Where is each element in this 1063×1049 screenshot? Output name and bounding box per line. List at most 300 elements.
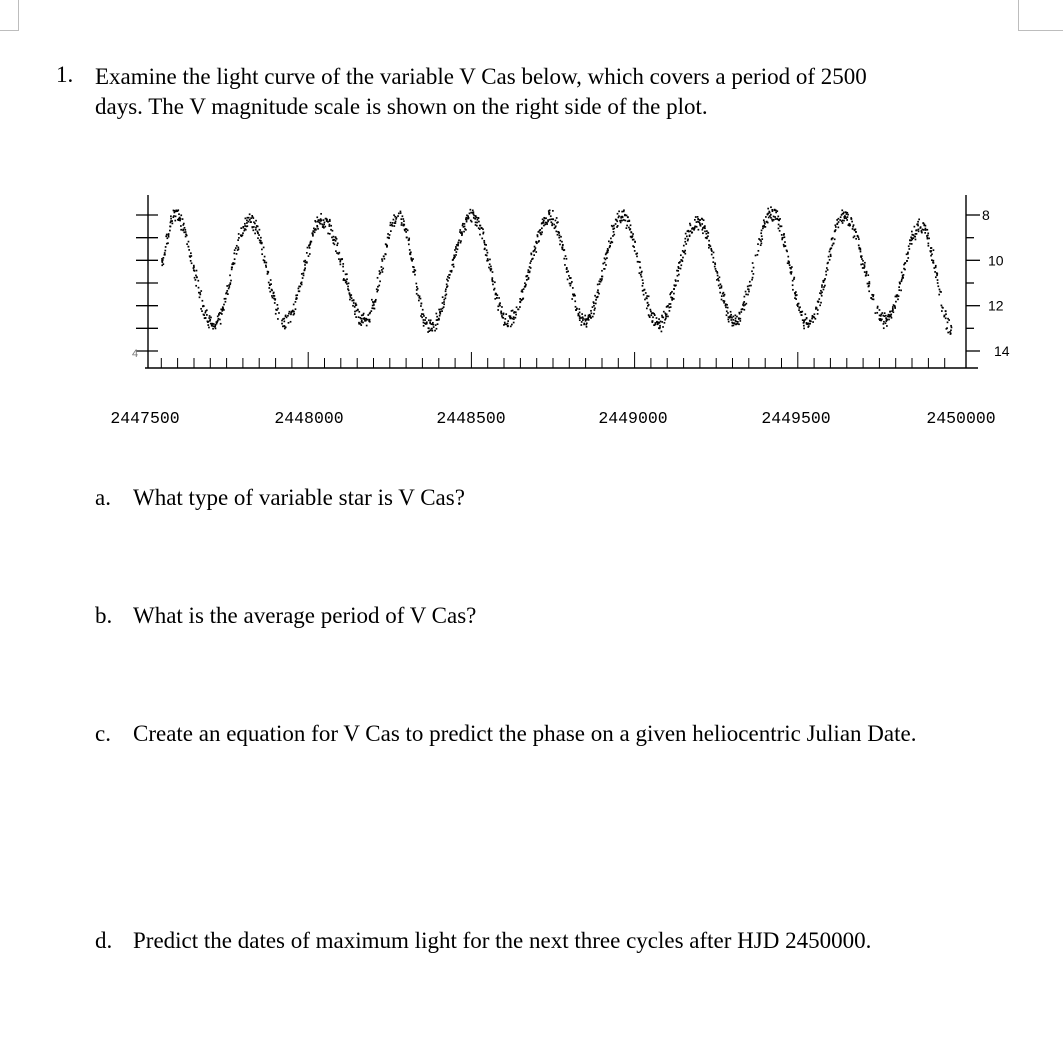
data-point xyxy=(641,271,643,273)
data-point xyxy=(235,247,237,249)
data-point xyxy=(823,286,825,288)
data-point xyxy=(918,229,920,231)
data-point xyxy=(513,322,515,324)
data-point xyxy=(465,218,467,220)
data-point xyxy=(487,260,489,262)
data-point xyxy=(590,317,592,319)
data-point xyxy=(249,213,251,215)
data-point xyxy=(242,234,244,236)
data-point xyxy=(592,306,594,308)
data-point xyxy=(363,313,365,315)
data-point xyxy=(770,217,772,219)
data-point xyxy=(342,263,344,265)
data-point xyxy=(844,217,846,219)
data-point xyxy=(195,285,197,287)
data-point xyxy=(308,255,310,257)
data-point xyxy=(662,326,664,328)
data-point xyxy=(821,291,823,293)
data-point xyxy=(271,295,273,297)
data-point xyxy=(568,275,570,277)
data-point xyxy=(673,288,675,290)
data-point xyxy=(725,306,727,308)
data-point xyxy=(356,304,358,306)
data-point xyxy=(617,225,619,227)
data-point xyxy=(190,260,192,262)
data-point xyxy=(604,262,606,264)
data-point xyxy=(621,220,623,222)
data-point xyxy=(403,220,405,222)
data-point xyxy=(419,295,421,297)
data-point xyxy=(486,255,488,257)
data-point xyxy=(487,252,489,254)
data-point xyxy=(168,234,170,236)
data-point xyxy=(491,277,493,279)
data-point xyxy=(789,264,791,266)
data-point xyxy=(886,319,888,321)
data-point xyxy=(656,317,658,319)
data-point xyxy=(183,223,185,225)
data-point xyxy=(379,272,381,274)
data-point xyxy=(265,265,267,267)
data-point xyxy=(482,228,484,230)
data-point xyxy=(938,294,940,296)
y-tick-label-8: 8 xyxy=(982,207,990,223)
data-point xyxy=(685,243,687,245)
data-point xyxy=(533,254,535,256)
data-point xyxy=(387,233,389,235)
data-point xyxy=(567,270,569,272)
data-point xyxy=(818,298,820,300)
data-point xyxy=(781,234,783,236)
data-point xyxy=(671,297,673,299)
data-point xyxy=(173,215,175,217)
data-point xyxy=(918,231,920,233)
data-point xyxy=(530,267,532,269)
data-point xyxy=(634,241,636,243)
data-point xyxy=(516,306,518,308)
data-point xyxy=(873,299,875,301)
data-point xyxy=(659,325,661,327)
data-point xyxy=(226,285,228,287)
data-point xyxy=(821,286,823,288)
data-point xyxy=(830,254,832,256)
data-point xyxy=(762,227,764,229)
data-point xyxy=(695,216,697,218)
data-point xyxy=(543,220,545,222)
data-point xyxy=(195,275,197,277)
data-point xyxy=(557,234,559,236)
data-point xyxy=(438,309,440,311)
data-point xyxy=(468,217,470,219)
data-point xyxy=(552,218,554,220)
data-point xyxy=(950,325,952,327)
data-point xyxy=(842,220,844,222)
data-point xyxy=(233,253,235,255)
data-point xyxy=(815,318,817,320)
data-point xyxy=(782,237,784,239)
data-point xyxy=(660,321,662,323)
data-point xyxy=(193,266,195,268)
data-point xyxy=(504,318,506,320)
data-point xyxy=(531,254,533,256)
data-point xyxy=(534,246,536,248)
data-point xyxy=(597,289,599,291)
data-point xyxy=(459,229,461,231)
data-point xyxy=(543,222,545,224)
data-point xyxy=(461,231,463,233)
data-point xyxy=(513,316,515,318)
data-point xyxy=(747,294,749,296)
data-point xyxy=(253,226,255,228)
data-point xyxy=(917,221,919,223)
data-point xyxy=(723,302,725,304)
data-point xyxy=(455,246,457,248)
data-point xyxy=(190,255,192,257)
data-point xyxy=(792,284,794,286)
data-point xyxy=(570,283,572,285)
data-point xyxy=(701,229,703,231)
data-point xyxy=(895,301,897,303)
data-point xyxy=(445,290,447,292)
data-point xyxy=(366,325,368,327)
data-point xyxy=(347,286,349,288)
data-point xyxy=(265,262,267,264)
question-line-1: Examine the light curve of the variable V Cas below, which covers a period of 2500 xyxy=(95,64,867,89)
part-b-text: What is the average period of V Cas? xyxy=(133,603,477,628)
data-point xyxy=(545,217,547,219)
data-point xyxy=(925,225,927,227)
data-point xyxy=(834,238,836,240)
data-point xyxy=(483,240,485,242)
data-point xyxy=(794,293,796,295)
data-point xyxy=(900,290,902,292)
data-point xyxy=(892,309,894,311)
data-point xyxy=(886,325,888,327)
data-point xyxy=(933,249,935,251)
data-point xyxy=(217,316,219,318)
data-point xyxy=(933,262,935,264)
data-point xyxy=(597,296,599,298)
data-point xyxy=(170,215,172,217)
data-point xyxy=(228,286,230,288)
data-point xyxy=(489,263,491,265)
data-point xyxy=(710,245,712,247)
data-point xyxy=(268,287,270,289)
data-point xyxy=(890,314,892,316)
data-point xyxy=(928,245,930,247)
data-point xyxy=(520,301,522,303)
data-point xyxy=(510,326,512,328)
data-point xyxy=(481,238,483,240)
data-point xyxy=(207,324,209,326)
data-point xyxy=(665,318,667,320)
data-point xyxy=(289,311,291,313)
data-point xyxy=(236,245,238,247)
data-point xyxy=(684,241,686,243)
data-point xyxy=(786,251,788,253)
data-point xyxy=(330,225,332,227)
data-point xyxy=(221,313,223,315)
data-point xyxy=(478,221,480,223)
data-point xyxy=(358,311,360,313)
data-point xyxy=(948,319,950,321)
data-point xyxy=(528,277,530,279)
data-point xyxy=(752,277,754,279)
data-point xyxy=(518,308,520,310)
data-point xyxy=(875,312,877,314)
data-point xyxy=(607,251,609,253)
data-point xyxy=(716,271,718,273)
data-point xyxy=(409,252,411,254)
data-point xyxy=(175,215,177,217)
data-point xyxy=(939,289,941,291)
data-point xyxy=(460,242,462,244)
data-point xyxy=(868,285,870,287)
data-point xyxy=(400,212,402,214)
data-point xyxy=(908,248,910,250)
data-point xyxy=(283,321,285,323)
data-point xyxy=(719,292,721,294)
data-point xyxy=(238,248,240,250)
data-point xyxy=(261,249,263,251)
data-point xyxy=(901,279,903,281)
data-point xyxy=(223,304,225,306)
data-point xyxy=(502,317,504,319)
data-point xyxy=(425,317,427,319)
data-point xyxy=(779,218,781,220)
data-point xyxy=(823,279,825,281)
data-point xyxy=(346,281,348,283)
data-point xyxy=(228,288,230,290)
data-point xyxy=(354,306,356,308)
data-point xyxy=(592,316,594,318)
data-point xyxy=(581,321,583,323)
data-point xyxy=(304,269,306,271)
data-point xyxy=(765,226,767,228)
data-point xyxy=(631,232,633,234)
data-point xyxy=(558,232,560,234)
data-point xyxy=(219,319,221,321)
data-point xyxy=(820,290,822,292)
data-point xyxy=(696,226,698,228)
data-point xyxy=(761,235,763,237)
data-point xyxy=(818,301,820,303)
data-point xyxy=(891,317,893,319)
data-point xyxy=(940,291,942,293)
data-point xyxy=(212,328,214,330)
data-point xyxy=(169,226,171,228)
data-point xyxy=(571,298,573,300)
data-point xyxy=(760,240,762,242)
data-point xyxy=(726,304,728,306)
data-point xyxy=(784,236,786,238)
data-point xyxy=(270,283,272,285)
data-point xyxy=(296,294,298,296)
data-point xyxy=(550,215,552,217)
data-point xyxy=(860,251,862,253)
data-point xyxy=(798,303,800,305)
data-point xyxy=(561,241,563,243)
part-c-text: Create an equation for V Cas to predict the phase on a given heliocentric Julian Date. xyxy=(133,721,917,746)
data-point xyxy=(234,258,236,260)
data-point xyxy=(492,281,494,283)
data-point xyxy=(725,305,727,307)
data-point xyxy=(335,250,337,252)
data-point xyxy=(864,264,866,266)
data-point xyxy=(432,322,434,324)
data-point xyxy=(327,233,329,235)
data-point xyxy=(707,232,709,234)
data-point xyxy=(200,308,202,310)
data-point xyxy=(455,251,457,253)
data-point xyxy=(679,261,681,263)
data-point xyxy=(435,313,437,315)
data-point xyxy=(318,219,320,221)
data-point xyxy=(443,303,445,305)
data-point xyxy=(816,307,818,309)
data-point xyxy=(484,248,486,250)
data-point xyxy=(613,228,615,230)
data-point xyxy=(649,309,651,311)
data-point xyxy=(177,209,179,211)
data-point xyxy=(445,294,447,296)
data-point xyxy=(242,232,244,234)
data-point xyxy=(673,298,675,300)
data-point xyxy=(234,249,236,251)
data-point xyxy=(935,266,937,268)
data-point xyxy=(479,228,481,230)
data-point xyxy=(807,326,809,328)
data-point xyxy=(258,234,260,236)
data-point xyxy=(338,258,340,260)
data-point xyxy=(243,230,245,232)
data-point xyxy=(582,318,584,320)
data-point xyxy=(837,226,839,228)
data-point xyxy=(924,232,926,234)
data-point xyxy=(161,261,163,263)
right-axis-ticks xyxy=(966,215,980,351)
data-point xyxy=(315,229,317,231)
data-point xyxy=(402,218,404,220)
data-point xyxy=(843,220,845,222)
data-point xyxy=(226,292,228,294)
data-point xyxy=(301,282,303,284)
data-point xyxy=(597,284,599,286)
data-point xyxy=(457,248,459,250)
data-point xyxy=(830,247,832,249)
data-point xyxy=(501,315,503,317)
data-point xyxy=(170,218,172,220)
data-point xyxy=(470,209,472,211)
data-point xyxy=(403,224,405,226)
data-point xyxy=(563,258,565,260)
data-point xyxy=(404,230,406,232)
data-point xyxy=(665,316,667,318)
data-point xyxy=(800,314,802,316)
data-point xyxy=(745,291,747,293)
data-point xyxy=(288,322,290,324)
data-point xyxy=(274,298,276,300)
data-point xyxy=(433,326,435,328)
data-point xyxy=(620,222,622,224)
data-point xyxy=(735,321,737,323)
data-point xyxy=(260,240,262,242)
data-point xyxy=(553,224,555,226)
data-point xyxy=(824,278,826,280)
data-point xyxy=(753,267,755,269)
data-point xyxy=(680,264,682,266)
data-point xyxy=(750,285,752,287)
data-point xyxy=(667,305,669,307)
data-point xyxy=(163,257,165,259)
data-point xyxy=(179,220,181,222)
data-point xyxy=(221,310,223,312)
data-point xyxy=(753,273,755,275)
data-point xyxy=(611,241,613,243)
data-point xyxy=(732,316,734,318)
data-point xyxy=(206,309,208,311)
data-point xyxy=(923,229,925,231)
data-point xyxy=(265,266,267,268)
data-point xyxy=(699,222,701,224)
data-point xyxy=(647,302,649,304)
data-point xyxy=(809,323,811,325)
data-point xyxy=(841,209,843,211)
data-point xyxy=(269,291,271,293)
data-point xyxy=(594,309,596,311)
data-point xyxy=(803,325,805,327)
data-point xyxy=(950,329,952,331)
data-point xyxy=(406,237,408,239)
data-point xyxy=(304,267,306,269)
data-point xyxy=(331,237,333,239)
data-point xyxy=(574,295,576,297)
data-point xyxy=(225,301,227,303)
question-number: 1. xyxy=(56,62,74,87)
data-point xyxy=(451,270,453,272)
data-point xyxy=(420,303,422,305)
data-point xyxy=(629,228,631,230)
data-point xyxy=(388,237,390,239)
data-point xyxy=(490,268,492,270)
data-point xyxy=(332,230,334,232)
data-point xyxy=(559,240,561,242)
data-point xyxy=(661,321,663,323)
part-c xyxy=(95,721,916,747)
data-point xyxy=(217,320,219,322)
data-point xyxy=(883,327,885,329)
data-point xyxy=(698,229,700,231)
data-point xyxy=(180,225,182,227)
data-point xyxy=(536,242,538,244)
x-tick-label-2447500: 2447500 xyxy=(110,409,180,428)
data-point xyxy=(843,212,845,214)
data-point xyxy=(935,276,937,278)
data-point xyxy=(408,243,410,245)
data-point xyxy=(400,218,402,220)
data-point xyxy=(776,210,778,212)
data-point xyxy=(645,292,647,294)
data-point xyxy=(897,298,899,300)
data-point xyxy=(504,322,506,324)
data-point xyxy=(435,324,437,326)
data-point xyxy=(358,316,360,318)
data-point xyxy=(860,264,862,266)
data-point xyxy=(402,215,404,217)
data-point xyxy=(405,231,407,233)
data-point xyxy=(552,223,554,225)
data-point xyxy=(668,307,670,309)
